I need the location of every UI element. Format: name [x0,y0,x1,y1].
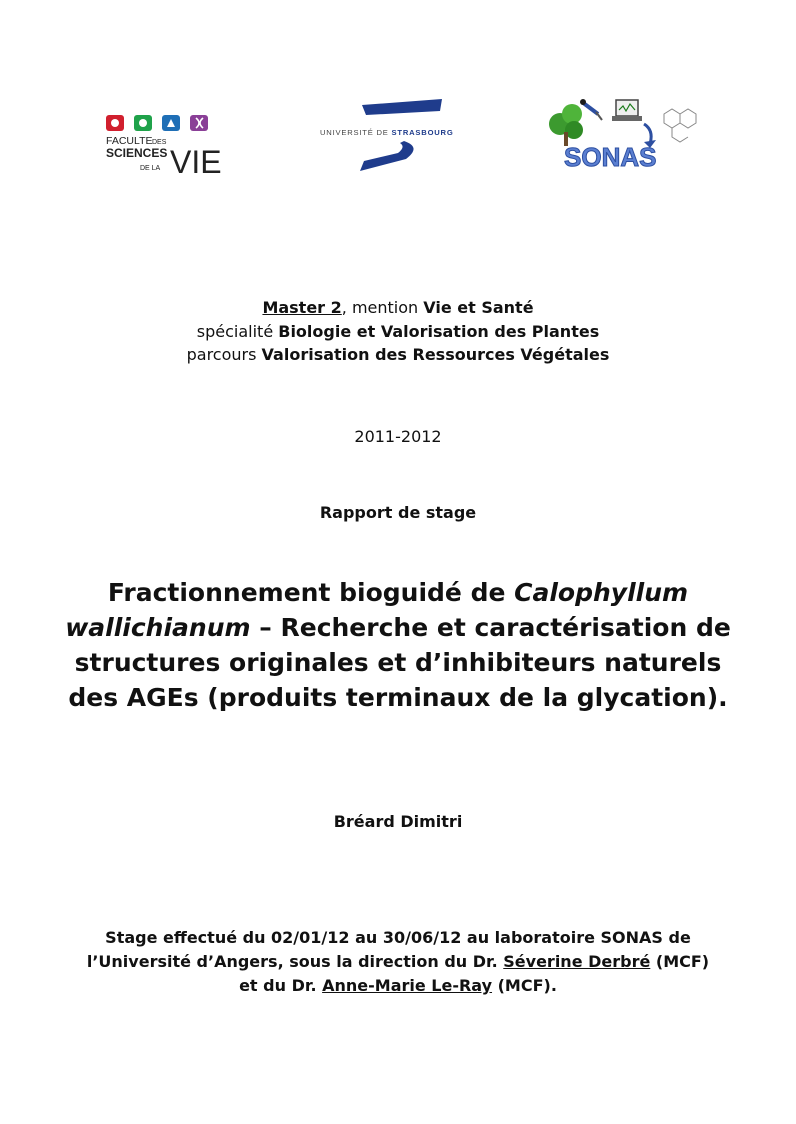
program-line-1 [0,296,796,320]
specialty-prefix: spécialité [196,321,279,341]
universite-strasbourg-logo [318,97,480,173]
internship-line-3: et du Dr. Anne-Marie Le-Ray (MCF). [239,976,557,995]
mention: Vie et Santé [423,298,534,317]
uds-top-stroke [362,99,442,115]
sonas-computer-icon [612,100,642,121]
faculte-sciences-vie-logo-graphic [104,113,222,177]
fsv-word-des: DES [152,139,167,146]
author-name: Bréard Dimitri [333,812,463,831]
uds-city: STRASBOURG [391,128,454,137]
program-block [0,296,796,367]
supervisor-1: Séverine Derbré [503,952,651,971]
species-epithet: wallichianum [65,613,251,642]
universite-strasbourg-logo-graphic [318,97,480,173]
uds-bottom-stroke [360,141,414,171]
sonas-syringe-icon [580,99,602,120]
fsv-word-vie: VIE [170,144,222,177]
mention-connector: , mention [341,298,424,317]
internship-line-1: Stage effectué du 02/01/12 au 30/06/12 au laboratoire SONAS de [105,928,691,947]
internship-line-2: l’Université d’Angers, sous la direction du Dr. Séverine Derbré (MCF) [86,952,710,971]
track-prefix: parcours [186,345,262,364]
svg-text:UNIVERSITÉ DE STRASBOURG [320,128,454,137]
fsv-word-faculte: FACULTE [106,135,153,147]
title-line-4: des AGEs (produits terminaux de la glycation). [68,683,728,712]
fsv-green-symbol [139,119,147,127]
academic-year: 2011-2012 [354,427,442,446]
report-type: Rapport de stage [319,503,477,522]
title-line-3: structures originales et d’inhibiteurs naturels [74,648,722,677]
sonas-molecule-icon [664,109,696,142]
fsv-word-sciences: SCIENCES [106,146,168,160]
fsv-word-de-la: DE LA [140,165,161,172]
faculte-sciences-vie-logo [104,113,222,177]
program-line-3 [0,343,796,367]
sonas-logo-graphic [546,94,700,170]
internship-details [0,926,796,998]
degree: Master 2 [262,298,342,317]
sonas-word: SONAS [564,142,657,170]
fsv-red-symbol [111,119,119,127]
supervisor-2: Anne-Marie Le-Ray [322,976,493,995]
species-genus: Calophyllum [514,578,689,607]
program-line-2 [0,320,796,344]
title-line-2: wallichianum – Recherche et caractérisation de [65,613,731,642]
track: Valorisation des Ressources Végétales [261,345,610,364]
specialty: Biologie et Valorisation des Plantes [278,321,600,341]
report-title [0,575,796,715]
uds-prefix: UNIVERSITÉ DE [320,128,392,137]
sonas-logo [546,94,700,170]
sonas-plant-icon [549,104,583,146]
title-line-1: Fractionnement bioguidé de Calophyllum [107,578,689,607]
